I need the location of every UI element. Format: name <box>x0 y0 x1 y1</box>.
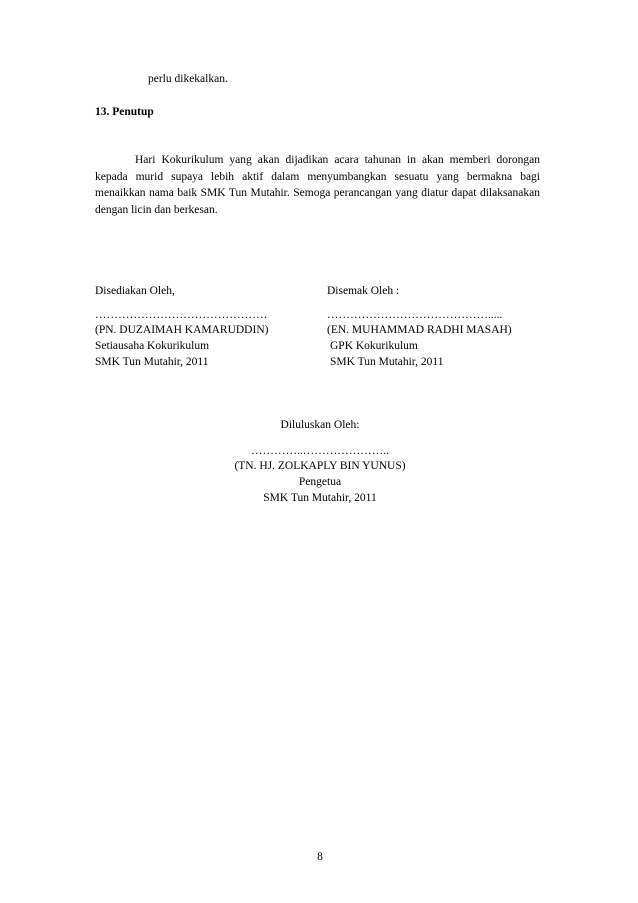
checked-by-label: Disemak Oleh : <box>327 285 400 297</box>
checked-by-title: GPK Kokurikulum <box>330 340 418 352</box>
continuation-text: perlu dikekalkan. <box>148 73 228 85</box>
approved-by-org: SMK Tun Mutahir, 2011 <box>263 492 377 504</box>
prepared-by-signature-line: ……………………………………… <box>95 309 268 321</box>
approved-by-label: Diluluskan Oleh: <box>280 419 360 431</box>
paragraph-text: Hari Kokurikulum yang akan dijadikan acara tahunan in akan memberi dorongan kepada murid supaya lebih aktif dalam menyumbangkan sesuatu yang bermakna bagi menaikkan nama baik SMK Tun Mutahir. Semoga perancangan yang diatur dapat dilaksanakan dengan licin dan berkesan. <box>95 154 540 216</box>
page-number: 8 <box>317 851 323 863</box>
section-heading: 13. Penutup <box>95 106 154 118</box>
prepared-by-label: Disediakan Oleh, <box>95 285 175 297</box>
closing-paragraph <box>95 152 540 218</box>
checked-by-name: (EN. MUHAMMAD RADHI MASAH) <box>327 324 512 336</box>
approved-by-name: (TN. HJ. ZOLKAPLY BIN YUNUS) <box>234 460 406 472</box>
prepared-by-name: (PN. DUZAIMAH KAMARUDDIN) <box>95 324 269 336</box>
approved-by-signature-line: …………..………………….. <box>251 445 389 457</box>
checked-by-signature-line: ……………………………………..... <box>327 309 503 321</box>
prepared-by-org: SMK Tun Mutahir, 2011 <box>95 356 209 368</box>
prepared-by-title: Setiausaha Kokurikulum <box>95 340 210 352</box>
approved-by-title: Pengetua <box>298 476 342 488</box>
checked-by-org: SMK Tun Mutahir, 2011 <box>330 356 444 368</box>
